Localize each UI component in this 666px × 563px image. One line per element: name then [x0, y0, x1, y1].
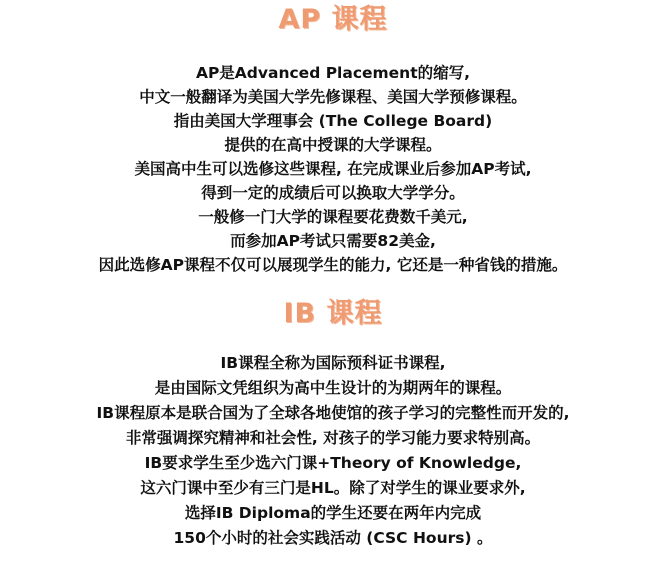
ap-description [0, 61, 666, 277]
ap-description-line: 因此选修AP课程不仅可以展现学生的能力, 它还是一种省钱的措施。 [98, 256, 568, 274]
ap-description-line: 美国高中生可以选修这些课程, 在完成课业后参加AP考试, [134, 160, 532, 178]
ib-description-line: IB课程全称为国际预科证书课程, [220, 354, 446, 372]
ib-description [0, 351, 666, 551]
ib-description-line: IB课程原本是联合国为了全球各地使馆的孩子学习的完整性而开发的, [96, 404, 570, 422]
ap-description-line: 得到一定的成绩后可以换取大学学分。 [201, 184, 465, 202]
ib-description-line: 非常强调探究精神和社会性, 对孩子的学习能力要求特别高。 [125, 429, 541, 447]
ib-description-line: 是由国际文凭组织为高中生设计的为期两年的课程。 [154, 379, 512, 397]
ap-description-line: 提供的在高中授课的大学课程。 [224, 136, 442, 154]
ib-description-line: 选择IB Diploma的学生还要在两年内完成 [184, 504, 482, 522]
ap-description-line: 一般修一门大学的课程要花费数千美元, [198, 208, 468, 226]
ap-description-line: 而参加AP考试只需要82美金, [230, 232, 436, 250]
ib-section-heading: IB 课程 [283, 298, 383, 329]
ib-description-line: 150个小时的社会实践活动 (CSC Hours) 。 [173, 529, 493, 547]
ib-description-line: IB要求学生至少选六门课+Theory of Knowledge, [144, 454, 522, 472]
ib-description-line: 这六门课中至少有三门是HL。除了对学生的课业要求外, [140, 479, 526, 497]
ap-description-line: AP是Advanced Placement的缩写, [195, 64, 471, 82]
ap-description-line: 指由美国大学理事会 (The College Board) [173, 112, 493, 130]
ap-section-heading: AP 课程 [278, 4, 388, 35]
ap-description-line: 中文一般翻译为美国大学先修课程、美国大学预修课程。 [139, 88, 527, 106]
